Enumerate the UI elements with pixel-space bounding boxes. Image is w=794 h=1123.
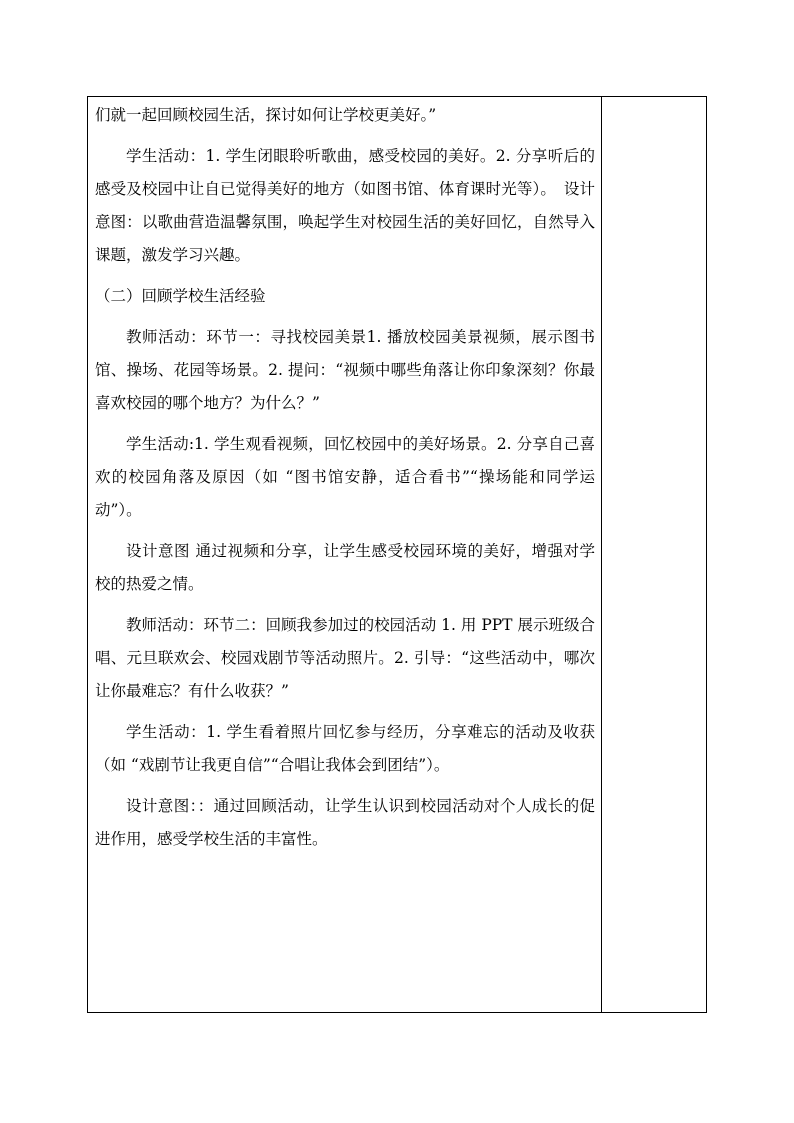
paragraph-design-intent-1: 设计意图 通过视频和分享，让学生感受校园环境的美好，增强对学校的热爱之情。: [95, 542, 595, 593]
content-cell: [88, 97, 602, 1012]
paragraph-student-activity-3: 学生活动：1. 学生看着照片回忆参与经历，分享难忘的活动及收获（如 “戏剧节让我更自信”“合唱让我体会到团结”）。: [95, 723, 595, 774]
paragraph-student-activity-2: 学生活动:1. 学生观看视频，回忆校园中的美好场景。2. 分享自己喜欢的校园角落及原因（如 “图书馆安静，适合看书”“操场能和同学运动”）。: [95, 435, 595, 519]
section-heading-review-school-life: （二）回顾学校生活经验: [95, 287, 266, 305]
paragraph-student-activity-1: 学生活动：1. 学生闭眼聆听歌曲，感受校园的美好。2. 分享听后的感受及校园中让自已觉得美好的地方（如图书馆、体育课时光等）。 设计意图：以歌曲营造温馨氛围，唤起学生对校园生活的美好回忆，自然导入课题，激发学习兴趣。: [95, 147, 595, 264]
notes-cell: [602, 97, 706, 1012]
paragraph-teacher-activity-1: 教师活动：环节一：寻找校园美景1. 播放校园美景视频，展示图书馆、操场、花园等场景。2. 提问：“视频中哪些角落让你印象深刻？你最喜欢校园的哪个地方？为什么？”: [95, 328, 595, 412]
paragraph-design-intent-2: 设计意图：：通过回顾活动，让学生认识到校园活动对个人成长的促进作用，感受学校生活的丰富性。: [95, 797, 595, 848]
lesson-plan-table: [87, 96, 707, 1013]
paragraph-intro-continuation: 们就一起回顾校园生活，探讨如何让学校更美好。”: [95, 106, 437, 124]
paragraph-teacher-activity-2: 教师活动：环节二：回顾我参加过的校园活动 1. 用 PPT 展示班级合唱、元旦联欢会、校园戏剧节等活动照片。2. 引导：“这些活动中，哪次让你最难忘？有什么收获？”: [95, 616, 595, 700]
